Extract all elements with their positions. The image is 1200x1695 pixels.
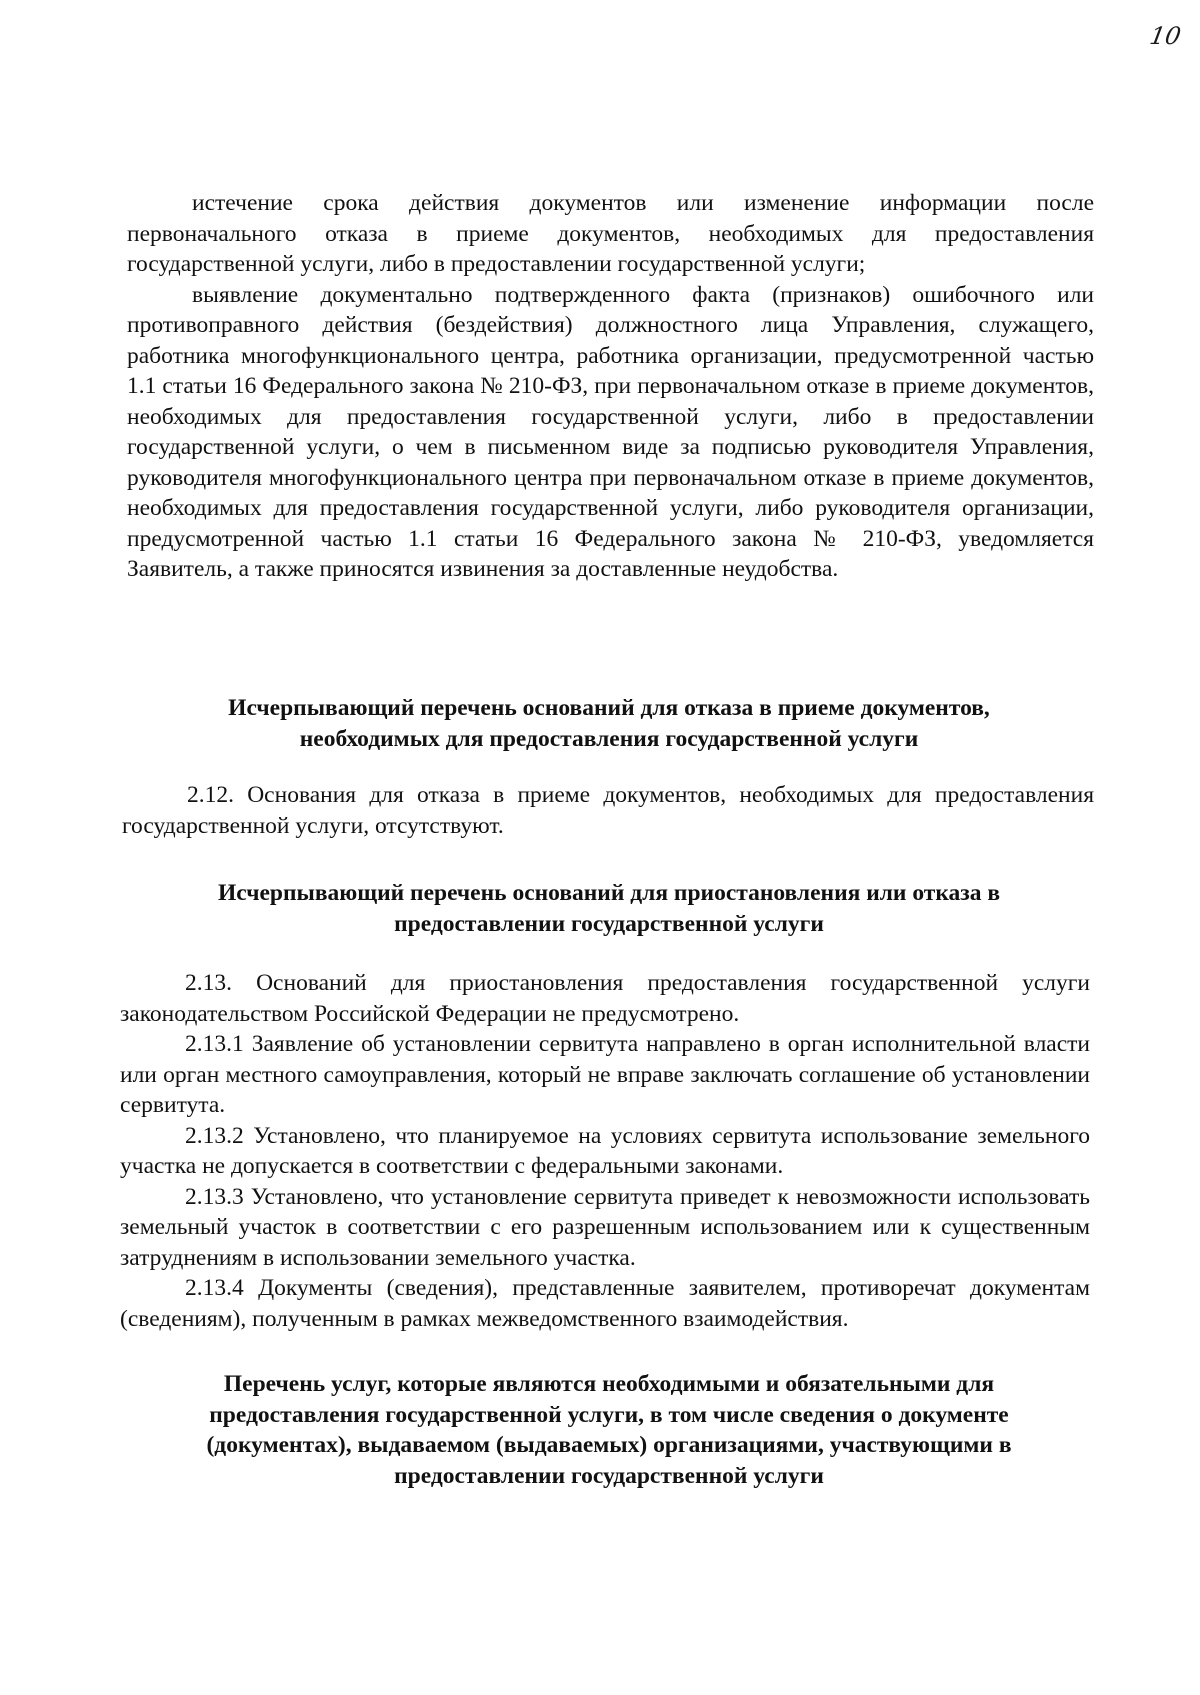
heading-required-services-line2: предоставления государственной услуги, в том числе сведения о документе: [209, 1401, 1009, 1428]
page-number: 10: [1147, 22, 1184, 50]
section-before: [127, 188, 1094, 585]
paragraph-2-13: 2.13. Оснований для приостановления предоставления государственной услуги законодательством Российской Федерации не предусмотрено.: [120, 970, 1090, 1027]
paragraph-2-12: 2.12. Основания для отказа в приеме документов, необходимых для предоставления государственной услуги, отсутствуют.: [122, 782, 1094, 839]
heading-required-services-line1: Перечень услуг, которые являются необходимыми и обязательными для: [223, 1371, 995, 1397]
heading-suspension-line2: предоставлении государственной услуги: [394, 910, 824, 937]
heading-suspension-line1: Исчерпывающий перечень оснований для приостановления или отказа в: [217, 880, 1001, 906]
heading-refusal-reception: [124, 693, 1094, 754]
heading-refusal-reception-line1: Исчерпывающий перечень оснований для отказа в приеме документов,: [228, 695, 990, 721]
section-refusal-reception-body: [122, 780, 1094, 841]
heading-suspension: [124, 878, 1094, 939]
paragraph-document-expiry: истечение срока действия документов или изменение информации после первоначального отказа в приеме документов, необходимых для предоставления государственной услуги, либо в предоставлении государственной услуги;: [127, 190, 1094, 277]
section-suspension-body: [120, 968, 1090, 1334]
paragraph-erroneous-action: выявление документально подтвержденного факта (признаков) ошибочного или противоправного действия (бездействия) должностного лица Управления, служащего, работника многофункционального центра, работника организации, предусмотренной частью 1.1 статьи 16 Федерального закона № 210-ФЗ, при первоначальном отказе в приеме документов, необходимых для предоставления государственной услуги, либо в предоставлении государственной услуги, о чем в письменном виде за подписью руководителя Управления, руководителя многофункционального центра при первоначальном отказе в приеме документов, необходимых для предоставления государственной услуги, либо руководителя организации, предусмотренной частью 1.1 статьи 16 Федерального закона № 210-ФЗ, уведомляется Заявитель, а также приносятся извинения за доставленные неудобства.: [127, 281, 1094, 582]
heading-required-services-line3: (документах), выдаваемом (выдаваемых) организациями, участвующими в: [206, 1432, 1012, 1458]
paragraph-2-13-4: 2.13.4 Документы (сведения), представленные заявителем, противоречат документам (сведениям), полученным в рамках межведомственного взаимодействия.: [120, 1275, 1090, 1332]
heading-required-services-line4: предоставлении государственной услуги: [394, 1462, 824, 1489]
paragraph-2-13-3: 2.13.3 Установлено, что установление сервитута приведет к невозможности использовать земельный участок в соответствии с его разрешенным использованием или к существенным затруднениям в использовании земельного участка.: [120, 1183, 1090, 1271]
paragraph-2-13-1: 2.13.1 Заявление об установлении сервитута направлено в орган исполнительной власти или орган местного самоуправления, который не вправе заключать соглашение об установлении сервитута.: [120, 1031, 1090, 1118]
paragraph-2-13-2: 2.13.2 Установлено, что планируемое на условиях сервитута использование земельного участка не допускается в соответствии с федеральными законами.: [120, 1122, 1090, 1179]
heading-refusal-reception-line2: необходимых для предоставления государственной услуги: [299, 725, 919, 752]
heading-required-services: [124, 1369, 1094, 1491]
